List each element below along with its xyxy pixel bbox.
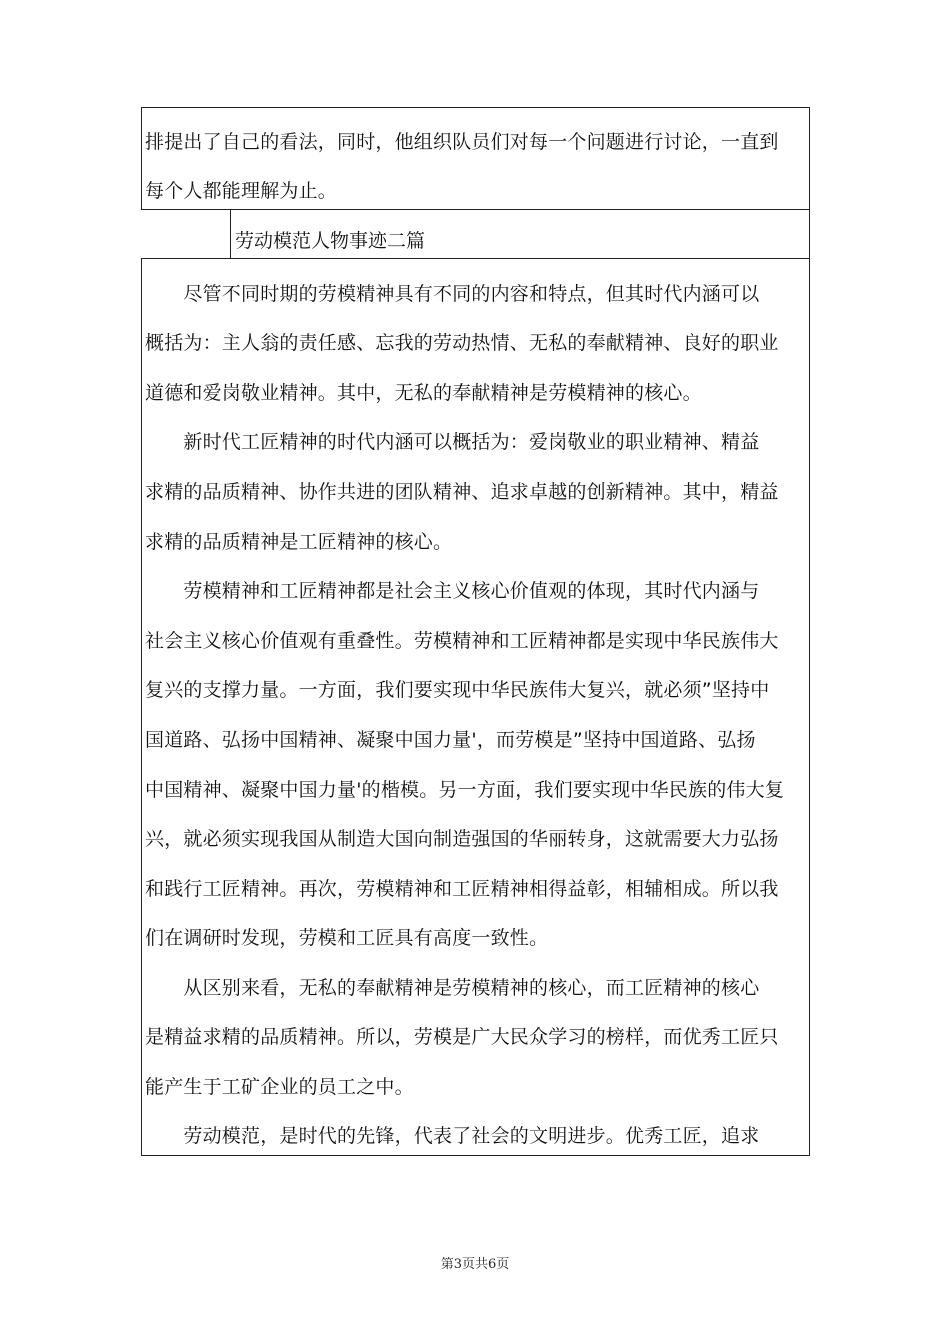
text-line: 中国精神、凝聚中国力量'的楷模。另一方面，我们要实现中华民族的伟大复 <box>145 779 785 801</box>
text-line: 求精的品质精神、协作共进的团队精神、追求卓越的创新精神。其中，精益 <box>145 481 779 503</box>
text-line: 求精的品质精神是工匠精神的核心。 <box>145 531 453 553</box>
text-line: 每个人都能理解为止。 <box>145 180 338 202</box>
text-line: 尽管不同时期的劳模精神具有不同的内容和特点，但其时代内涵可以 <box>145 283 760 305</box>
text-line: 能产生于工矿企业的员工之中。 <box>145 1076 414 1098</box>
text-line: 排提出了自己的看法，同时，他组织队员们对每一个问题进行讨论，一直到 <box>145 131 779 153</box>
text-line: 复兴的支撑力量。一方面，我们要实现中华民族伟大复兴，就必须”坚持中 <box>145 679 770 701</box>
text-line: 从区别来看，无私的奉献精神是劳模精神的核心，而工匠精神的核心 <box>145 977 760 999</box>
text-line: 新时代工匠精神的时代内涵可以概括为：爱岗敬业的职业精神、精益 <box>145 431 760 453</box>
text-line: 国道路、弘扬中国精神、凝聚中国力量'，而劳模是”坚持中国道路、弘扬 <box>145 729 756 751</box>
text-line: 劳模精神和工匠精神都是社会主义核心价值观的体现，其时代内涵与 <box>145 580 760 602</box>
text-line: 是精益求精的品质精神。所以，劳模是广大民众学习的榜样，而优秀工匠只 <box>145 1026 779 1048</box>
text-line: 和践行工匠精神。再次，劳模精神和工匠精神相得益彰，相辅相成。所以我 <box>145 878 779 900</box>
section-title: 劳动模范人物事迹二篇 <box>235 230 426 252</box>
text-line: 道德和爱岗敬业精神。其中，无私的奉献精神是劳模精神的核心。 <box>145 382 702 404</box>
page-number: 第3页共6页 <box>440 1257 510 1272</box>
text-line: 概括为：主人翁的责任感、忘我的劳动热情、无私的奉献精神、良好的职业 <box>145 332 779 354</box>
text-line: 们在调研时发现，劳模和工匠具有高度一致性。 <box>145 927 549 949</box>
text-line: 劳动模范，是时代的先锋，代表了社会的文明进步。优秀工匠，追求 <box>145 1125 760 1147</box>
text-line: 社会主义核心价值观有重叠性。劳模精神和工匠精神都是实现中华民族伟大 <box>145 630 779 652</box>
text-line: 兴，就必须实现我国从制造大国向制造强国的华丽转身，这就需要大力弘扬 <box>145 828 779 850</box>
